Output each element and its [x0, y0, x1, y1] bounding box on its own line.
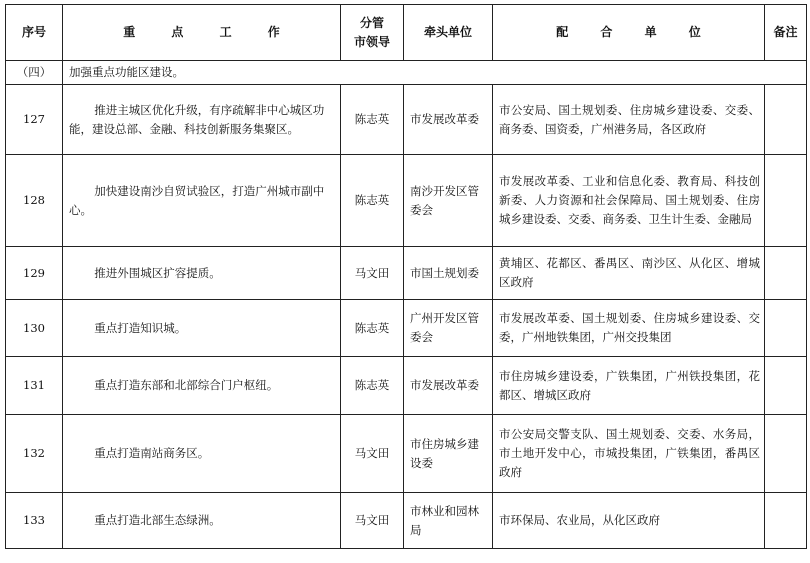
- table-row: [6, 493, 807, 549]
- row-number: 127: [6, 85, 63, 155]
- row-task-text: 重点打造知识城。: [94, 320, 187, 335]
- row-remark: [765, 300, 807, 357]
- row-number: 132: [6, 415, 63, 493]
- row-task: [63, 493, 341, 549]
- work-table: [5, 4, 807, 549]
- row-leader: 陈志英: [341, 155, 404, 247]
- header-leader: [341, 5, 404, 61]
- row-task-text: 推进主城区优化升级，有序疏解非中心城区功能，建设总部、金融、科技创新服务集聚区。: [69, 102, 325, 136]
- row-leader: 马文田: [341, 415, 404, 493]
- row-remark: [765, 357, 807, 415]
- row-leader: 马文田: [341, 493, 404, 549]
- row-lead-unit: 市发展改革委: [404, 357, 493, 415]
- row-leader: 陈志英: [341, 85, 404, 155]
- row-coop-units: 市发展改革委、工业和信息化委、教育局、科技创新委、人力资源和社会保障局、国土规划委、住房城乡建设委、交委、商务委、卫生计生委、金融局: [493, 155, 765, 247]
- row-coop-units: 市公安局交警支队、国土规划委、交委、水务局，市土地开发中心，市城投集团，广铁集团，番禺区政府: [493, 415, 765, 493]
- row-number: 129: [6, 247, 63, 300]
- row-task: [63, 357, 341, 415]
- row-task: [63, 247, 341, 300]
- row-coop-units: 市发展改革委、国土规划委、住房城乡建设委、交委，广州地铁集团，广州交投集团: [493, 300, 765, 357]
- row-lead-unit: 市发展改革委: [404, 85, 493, 155]
- row-task: [63, 155, 341, 247]
- row-task-text: 重点打造北部生态绿洲。: [94, 513, 221, 527]
- row-remark: [765, 493, 807, 549]
- table-row: [6, 155, 807, 247]
- row-lead-unit: 市国土规划委: [404, 247, 493, 300]
- row-remark: [765, 155, 807, 247]
- row-remark: [765, 247, 807, 300]
- row-lead-unit: 市林业和园林局: [404, 493, 493, 549]
- row-coop-units: 黄埔区、花都区、番禺区、南沙区、从化区、增城区政府: [493, 247, 765, 300]
- row-lead-unit: 市住房城乡建设委: [404, 415, 493, 493]
- header-seq: 序号: [6, 5, 63, 61]
- row-number: 133: [6, 493, 63, 549]
- row-remark: [765, 415, 807, 493]
- row-task-text: 推进外围城区扩容提质。: [94, 265, 221, 280]
- row-task-text: 重点打造南站商务区。: [94, 446, 210, 460]
- row-coop-units: 市公安局、国土规划委、住房城乡建设委、交委、商务委、国资委，广州港务局，各区政府: [493, 85, 765, 155]
- section-label: （四）: [6, 61, 63, 85]
- header-lead-unit: 牵头单位: [404, 5, 493, 61]
- section-row: [6, 61, 807, 85]
- header-leader-line2: 市领导: [353, 34, 390, 49]
- row-task: [63, 415, 341, 493]
- section-title: 加强重点功能区建设。: [63, 61, 807, 85]
- row-number: 131: [6, 357, 63, 415]
- row-number: 128: [6, 155, 63, 247]
- row-remark: [765, 85, 807, 155]
- row-lead-unit: 广州开发区管委会: [404, 300, 493, 357]
- row-number: 130: [6, 300, 63, 357]
- header-row: [6, 5, 807, 61]
- row-task: [63, 300, 341, 357]
- row-task-text: 加快建设南沙自贸试验区，打造广州城市副中心。: [69, 183, 325, 217]
- header-task: 重 点 工 作: [63, 5, 341, 61]
- row-leader: 陈志英: [341, 300, 404, 357]
- table-row: [6, 357, 807, 415]
- table-row: [6, 247, 807, 300]
- row-coop-units: 市住房城乡建设委，广铁集团，广州铁投集团，花都区、增城区政府: [493, 357, 765, 415]
- table-row: [6, 300, 807, 357]
- row-lead-unit: 南沙开发区管委会: [404, 155, 493, 247]
- row-task: [63, 85, 341, 155]
- row-coop-units: 市环保局、农业局，从化区政府: [493, 493, 765, 549]
- table-row: [6, 85, 807, 155]
- row-task-text: 重点打造东部和北部综合门户枢纽。: [94, 378, 279, 392]
- header-remarks: 备注: [765, 5, 807, 61]
- header-coop-units: 配 合 单 位: [493, 5, 765, 61]
- table-row: [6, 415, 807, 493]
- header-leader-line1: 分管: [359, 15, 384, 30]
- row-leader: 陈志英: [341, 357, 404, 415]
- row-leader: 马文田: [341, 247, 404, 300]
